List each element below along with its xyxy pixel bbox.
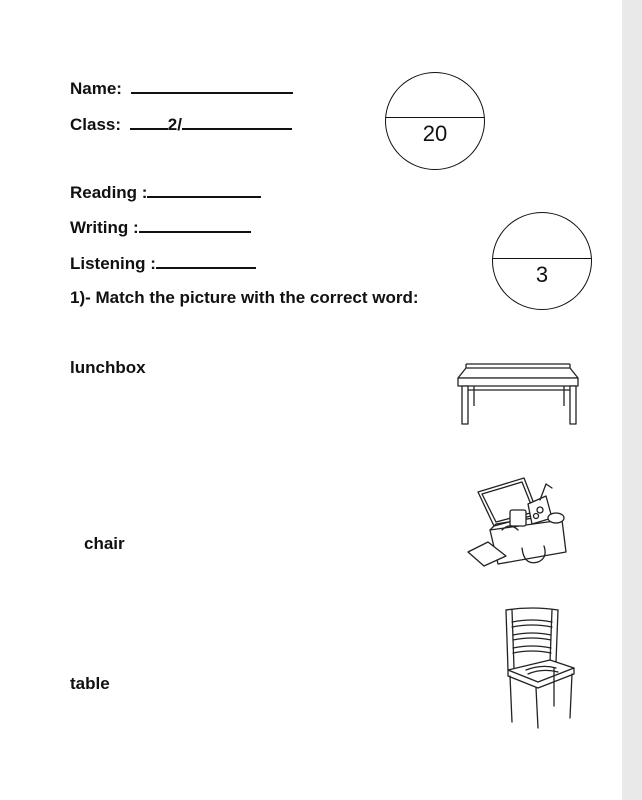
score-divider bbox=[386, 117, 484, 118]
section-score-denominator: 3 bbox=[535, 262, 549, 287]
table-picture[interactable] bbox=[452, 360, 584, 430]
class-field bbox=[70, 114, 292, 135]
listening-label: Listening : bbox=[70, 254, 156, 273]
class-blank-2[interactable] bbox=[182, 114, 292, 130]
listening-field bbox=[70, 253, 256, 274]
writing-field bbox=[70, 217, 251, 238]
scrollbar[interactable] bbox=[622, 0, 642, 800]
question-heading: 1)- Match the picture with the correct word: bbox=[70, 288, 419, 307]
word-lunchbox[interactable]: lunchbox bbox=[70, 358, 146, 377]
lunchbox-picture[interactable] bbox=[466, 474, 578, 570]
name-field bbox=[70, 78, 293, 99]
total-score-circle bbox=[385, 72, 485, 170]
class-label: Class: bbox=[70, 115, 122, 134]
name-label: Name: bbox=[70, 79, 122, 98]
class-value: 2/ bbox=[167, 115, 182, 134]
writing-label: Writing : bbox=[70, 218, 139, 237]
name-blank[interactable] bbox=[131, 78, 293, 94]
reading-blank[interactable] bbox=[147, 182, 261, 198]
reading-label: Reading : bbox=[70, 183, 148, 202]
score-divider bbox=[493, 258, 591, 259]
word-table[interactable]: table bbox=[70, 674, 110, 693]
writing-blank[interactable] bbox=[139, 217, 251, 233]
total-score-denominator: 20 bbox=[422, 121, 448, 146]
reading-field bbox=[70, 182, 261, 203]
word-chair[interactable]: chair bbox=[84, 534, 125, 553]
class-blank-1[interactable] bbox=[130, 114, 168, 130]
listening-blank[interactable] bbox=[156, 253, 256, 269]
section-score-circle bbox=[492, 212, 592, 310]
chair-picture[interactable] bbox=[498, 606, 580, 732]
